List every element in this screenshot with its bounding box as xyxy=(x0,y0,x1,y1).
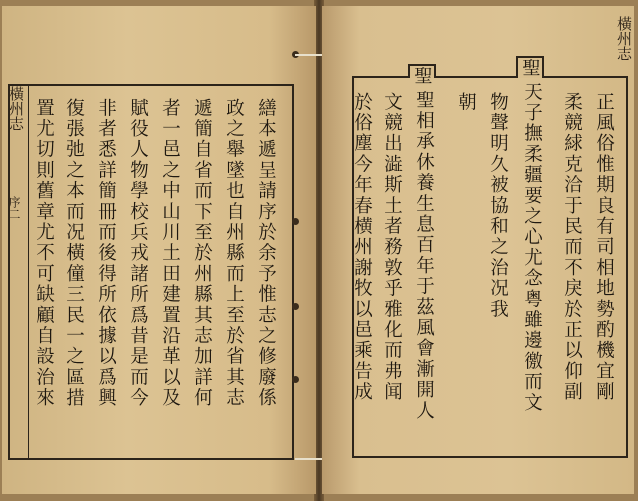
left-column-6: 非者悉詳簡冊而後得所依據以爲興 xyxy=(95,98,117,409)
left-column-4: 者一邑之中山川土田建置沿革以及 xyxy=(159,98,181,409)
left-page xyxy=(2,6,316,494)
binding-hole xyxy=(292,303,299,310)
left-column-8: 置尤切則舊章尤不可缺顧自設治來 xyxy=(33,98,55,409)
right-column-7: 文競出澁斯土者務敦乎雅化而弗闻 xyxy=(381,92,403,403)
left-column-2: 政之舉墜也自州縣而上至於省其志 xyxy=(223,98,245,409)
left-edge-section: 序二 xyxy=(7,196,21,220)
right-column-2: 柔競絿克洽于民而不戾於正以仰副 xyxy=(561,92,583,403)
right-column-6: 聖相承休養生息百年于茲風會漸開人 xyxy=(413,90,435,422)
left-column-3: 遞簡自省而下至於州縣其志加詳何 xyxy=(191,98,213,409)
left-column-5: 賦役人物學校兵戎諸所爲昔是而今 xyxy=(127,98,149,409)
right-column-4: 物聲明久被協和之治况我 xyxy=(487,92,509,320)
right-column-1: 正風俗惟期良有司相地勢酌機宜剛 xyxy=(593,92,615,403)
left-column-1: 繕本遞呈請序於余予惟志之修廢係 xyxy=(255,98,277,409)
binding-hole xyxy=(292,376,299,383)
raised-character-sage: 聖 xyxy=(519,58,541,77)
right-column-3: 天子撫柔疆要之心尤念粤雖邊徼而文 xyxy=(521,82,543,414)
right-page xyxy=(322,6,634,494)
left-edge-title: 橫州志 xyxy=(7,86,25,131)
right-edge-title: 橫州志 xyxy=(615,16,633,61)
left-column-7: 復張弛之本而况橫僮三民一之區措 xyxy=(63,98,85,409)
raised-character-sage: 聖 xyxy=(411,66,433,85)
right-column-5: 朝 xyxy=(455,92,477,113)
left-frame-inner-line xyxy=(28,86,29,458)
binding-hole xyxy=(292,218,299,225)
right-column-8: 於俗塵今年春横州謝牧以邑乘告成 xyxy=(351,92,373,403)
